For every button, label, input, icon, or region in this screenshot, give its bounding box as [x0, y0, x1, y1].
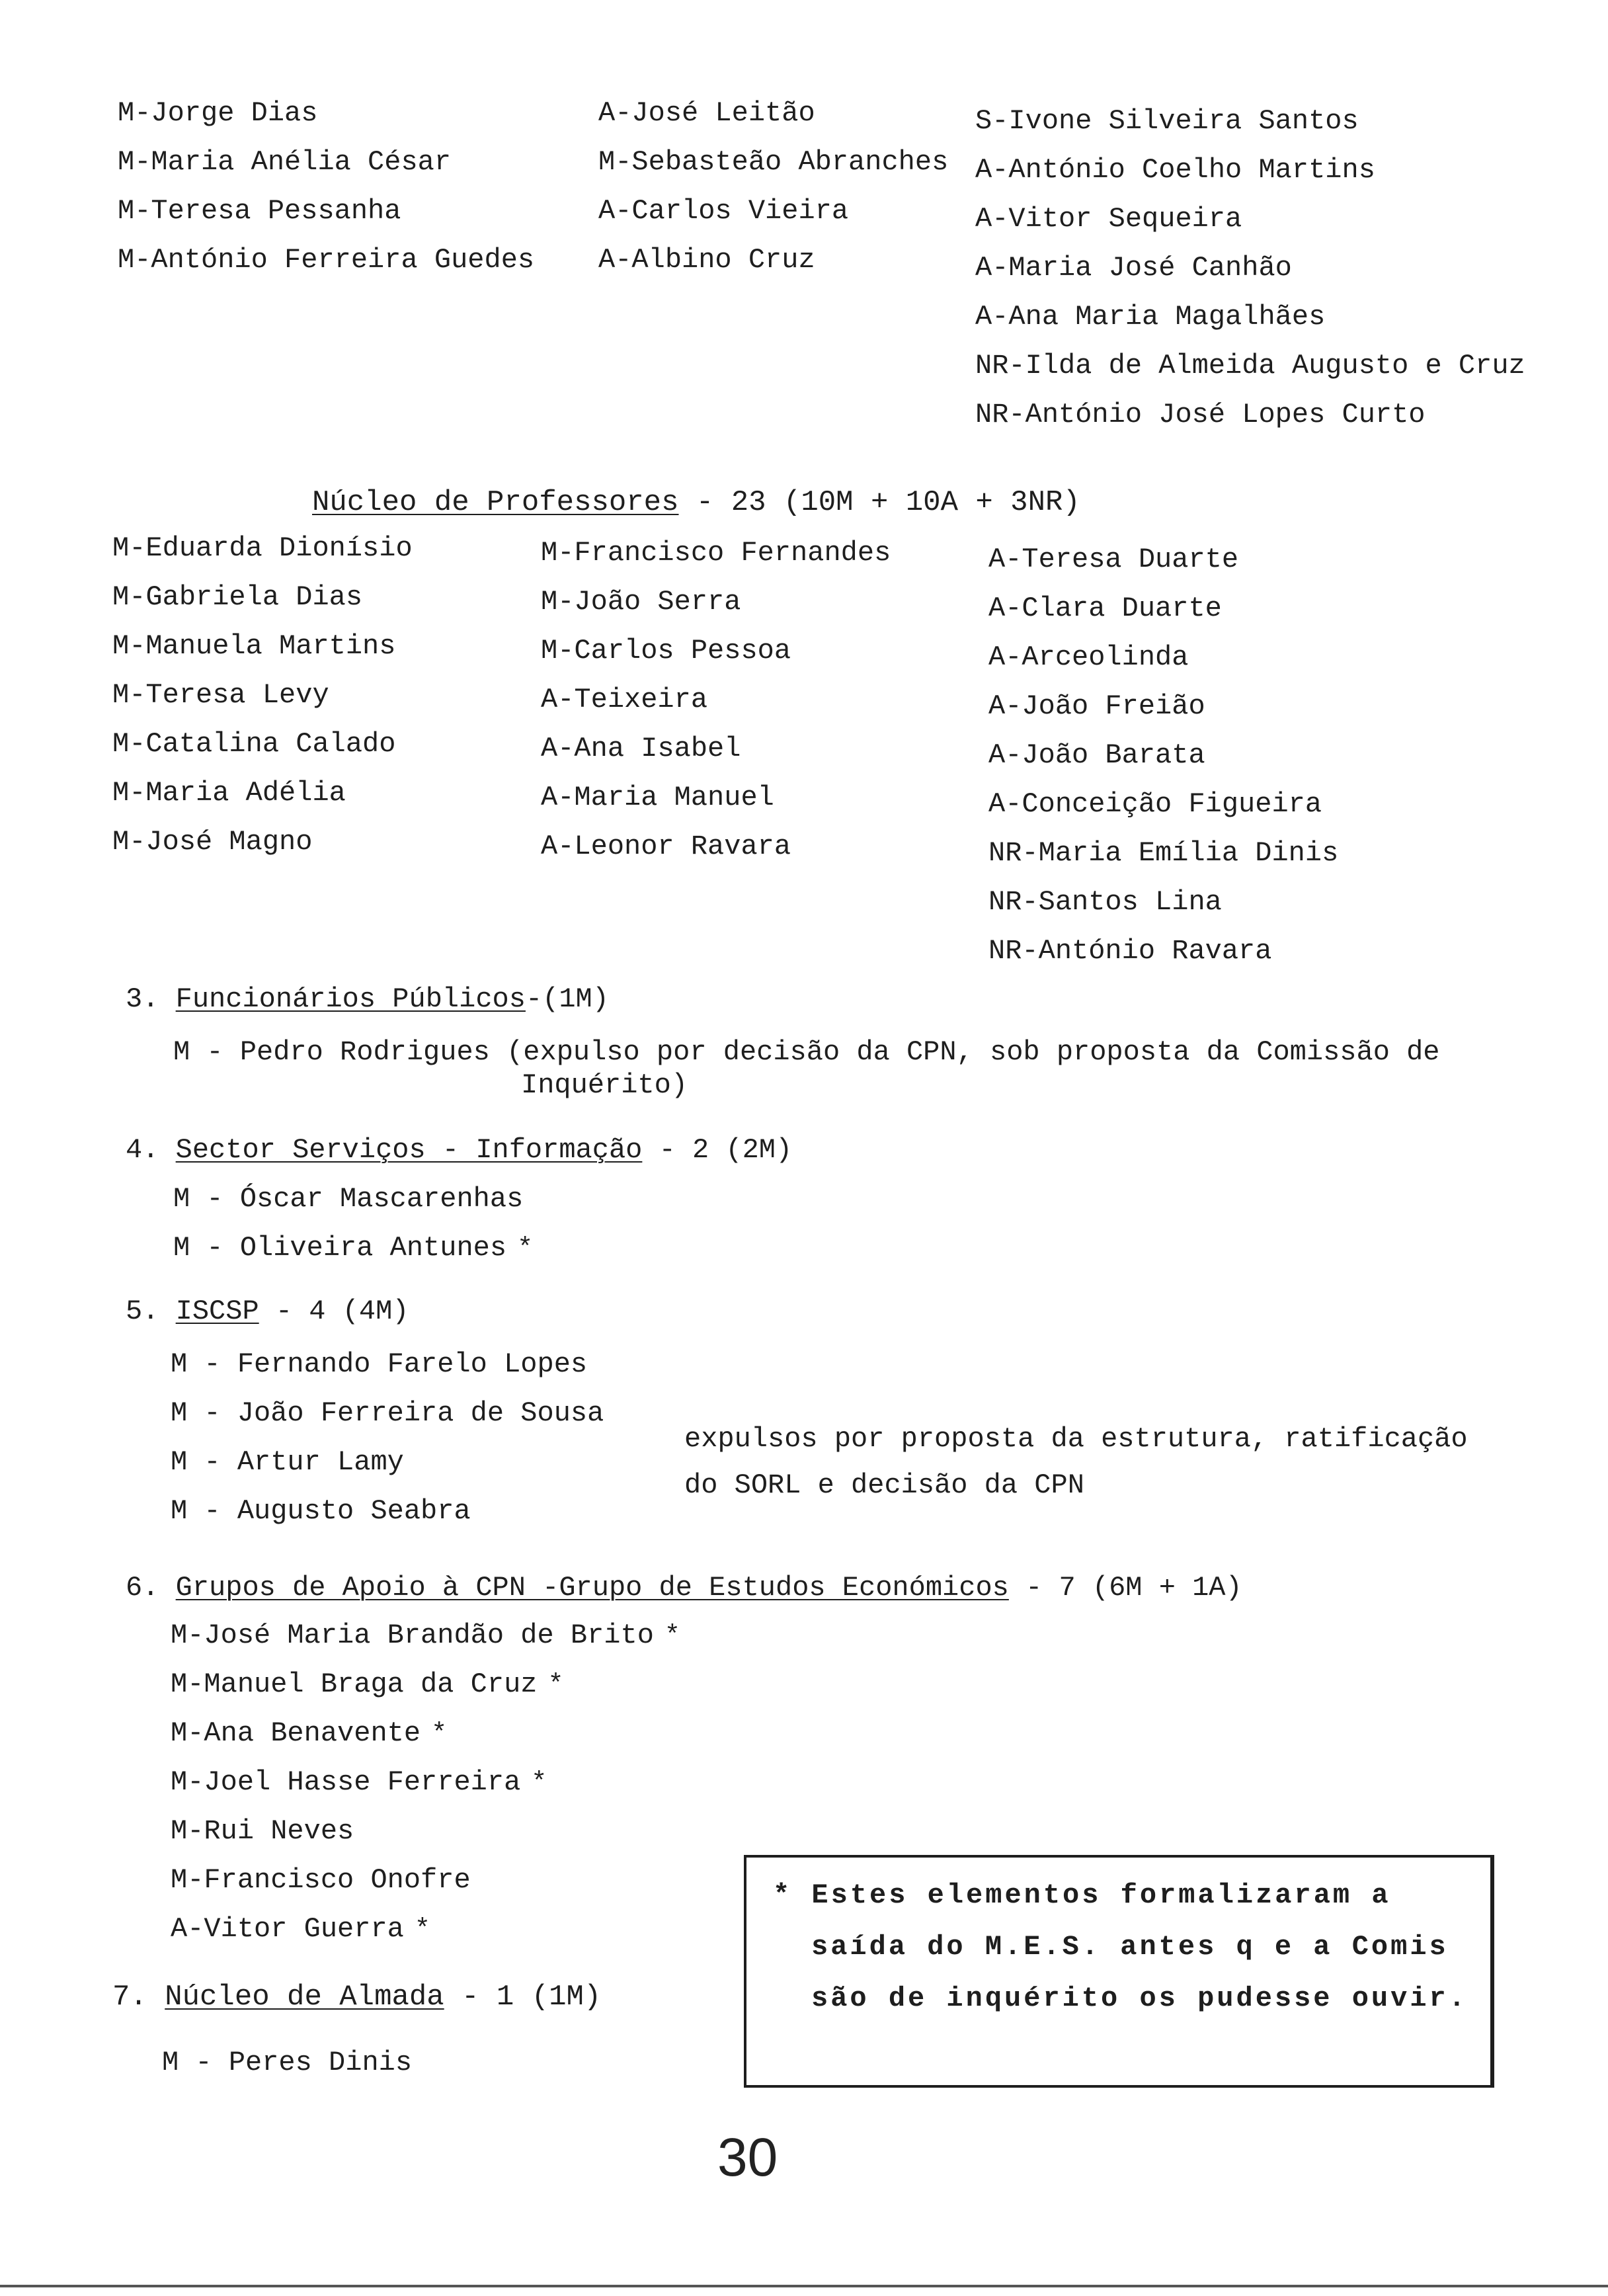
- footnote-box: [744, 1855, 1494, 2088]
- member-name: M-António Ferreira Guedes: [118, 244, 535, 276]
- member-name: M-Catalina Calado: [112, 728, 396, 760]
- member-name: M - Oliveira Antunes: [173, 1232, 507, 1264]
- member-name: M-Manuel Braga da Cruz: [171, 1668, 538, 1700]
- member-name: M-Sebasteão Abranches: [598, 146, 949, 178]
- member-name: M-Maria Anélia César: [118, 146, 452, 178]
- member-name: A-Teresa Duarte: [988, 544, 1239, 575]
- top-list-column-3: [975, 107, 1525, 450]
- member-name: A-Carlos Vieira: [598, 195, 849, 227]
- member-name: A-Conceição Figueira: [988, 788, 1322, 820]
- bottom-rule: [0, 2285, 1608, 2287]
- member-name: M-José Magno: [112, 826, 313, 858]
- section-4-heading-line: [126, 1136, 792, 1164]
- top-list-column-1: [118, 99, 534, 295]
- section-6-heading-line: [126, 1574, 1242, 1602]
- asterisk-mark: *: [431, 1719, 448, 1749]
- member-name: M-João Serra: [541, 586, 741, 618]
- section-number: 5.: [126, 1295, 159, 1327]
- member-name: A-João Freião: [988, 690, 1205, 722]
- member-name: NR-António José Lopes Curto: [975, 399, 1426, 430]
- member-name: A-Vitor Guerra: [171, 1913, 404, 1945]
- section-heading: Núcleo de Almada: [165, 1981, 444, 2014]
- asterisk-mark: *: [517, 1234, 534, 1264]
- member-name: NR-António Ravara: [988, 935, 1272, 967]
- section-5-note: expulsos por proposta da estrutura, ratificação: [684, 1423, 1468, 1455]
- member-name: M-Ana Benavente: [171, 1717, 421, 1749]
- member-name: M - João Ferreira de Sousa: [171, 1397, 604, 1429]
- section-3-heading-line: [126, 985, 609, 1013]
- member-entry: [171, 1915, 680, 1964]
- member-name: M-José Maria Brandão de Brito: [171, 1620, 654, 1651]
- member-name: M - Augusto Seabra: [171, 1495, 471, 1527]
- section-3-entry-continued: Inquérito): [521, 1069, 688, 1101]
- member-name: M-Teresa Pessanha: [118, 195, 401, 227]
- member-name: M - Peres Dinis: [162, 2047, 413, 2078]
- member-name: M-Teresa Levy: [112, 679, 329, 711]
- section-heading: Funcionários Públicos: [175, 983, 526, 1015]
- asterisk-mark: *: [664, 1621, 680, 1651]
- member-entry: [171, 1719, 680, 1768]
- member-name: A-Arceolinda: [988, 641, 1189, 673]
- member-name: A-Clara Duarte: [988, 593, 1222, 624]
- footnote-line: * Estes elementos formalizaram a: [773, 1879, 1391, 1911]
- section-3-entry: M - Pedro Rodrigues (expulso por decisão da CPN, sob proposta da Comissão de: [173, 1036, 1440, 1068]
- member-name: A-João Barata: [988, 739, 1205, 771]
- member-name: A-Leonor Ravara: [541, 831, 791, 862]
- section-number: 6.: [126, 1572, 159, 1604]
- page-number: 30: [717, 2127, 778, 2188]
- professores-column-1: [112, 534, 413, 877]
- section-count: - 2 (2M): [642, 1134, 793, 1166]
- member-name: M-Gabriela Dias: [112, 581, 363, 613]
- member-name: A-Maria Manuel: [541, 782, 774, 813]
- member-name: NR-Ilda de Almeida Augusto e Cruz: [975, 350, 1525, 382]
- member-name: M-Joel Hasse Ferreira: [171, 1766, 521, 1798]
- section-6-list: [171, 1621, 680, 1964]
- section-heading: Sector Serviços - Informação: [175, 1134, 643, 1166]
- member-name: A-Vitor Sequeira: [975, 203, 1242, 235]
- section-count: - 4 (4M): [259, 1295, 409, 1327]
- member-name: M-Carlos Pessoa: [541, 635, 791, 667]
- member-name: M-Eduarda Dionísio: [112, 532, 413, 564]
- section-4-list: [173, 1185, 533, 1283]
- member-name: A-Maria José Canhão: [975, 252, 1292, 284]
- section-count: -(1M): [525, 983, 609, 1015]
- top-list-column-2: [598, 99, 948, 295]
- member-entry: [171, 1768, 680, 1817]
- member-entry: [173, 1234, 533, 1283]
- member-name: A-António Coelho Martins: [975, 154, 1375, 186]
- section-number: 3.: [126, 983, 159, 1015]
- member-name: NR-Maria Emília Dinis: [988, 837, 1339, 869]
- member-name: M - Artur Lamy: [171, 1446, 404, 1478]
- member-name: M-Francisco Fernandes: [541, 537, 891, 569]
- member-name: M-Rui Neves: [171, 1815, 354, 1847]
- member-name: A-Teixeira: [541, 684, 708, 716]
- section-heading: Grupos de Apoio à CPN -Grupo de Estudos Económicos: [175, 1572, 1009, 1604]
- member-entry: [171, 1670, 680, 1719]
- footnote-line: saída do M.E.S. antes q e a Comis: [811, 1931, 1449, 1963]
- asterisk-mark: *: [414, 1915, 430, 1945]
- member-name: A-Ana Isabel: [541, 733, 741, 764]
- member-name: M - Óscar Mascarenhas: [173, 1183, 524, 1215]
- section-count: - 7 (6M + 1A): [1008, 1572, 1242, 1604]
- footnote-line: são de inquérito os pudesse ouvir.: [811, 1983, 1468, 2014]
- member-name: M - Fernando Farelo Lopes: [171, 1348, 588, 1380]
- section-count: - 23 (10M + 10A + 3NR): [678, 486, 1080, 519]
- professores-column-3: [988, 546, 1338, 986]
- section-number: 7.: [112, 1981, 147, 2014]
- member-name: M-Jorge Dias: [118, 97, 318, 129]
- section-count: - 1 (1M): [444, 1981, 602, 2014]
- section-number: 4.: [126, 1134, 159, 1166]
- member-entry: [171, 1621, 680, 1670]
- section-5-note-continued: do SORL e decisão da CPN: [684, 1469, 1084, 1501]
- member-name: NR-Santos Lina: [988, 886, 1222, 918]
- member-name: M-Francisco Onofre: [171, 1864, 471, 1896]
- section-5-heading-line: [126, 1297, 409, 1325]
- section-5-list: [171, 1350, 604, 1546]
- professores-column-2: [541, 539, 891, 882]
- professores-heading-line: [312, 488, 1080, 517]
- member-name: A-Ana Maria Magalhães: [975, 301, 1326, 333]
- member-name: A-Albino Cruz: [598, 244, 815, 276]
- asterisk-mark: *: [531, 1768, 547, 1798]
- member-name: A-José Leitão: [598, 97, 815, 129]
- section-7-heading-line: [112, 1983, 601, 2012]
- asterisk-mark: *: [547, 1670, 564, 1700]
- section-heading: ISCSP: [175, 1295, 259, 1327]
- member-name: S-Ivone Silveira Santos: [975, 105, 1359, 137]
- section-heading: Núcleo de Professores: [312, 486, 679, 519]
- member-name: M-Manuela Martins: [112, 630, 396, 662]
- member-name: M-Maria Adélia: [112, 777, 346, 809]
